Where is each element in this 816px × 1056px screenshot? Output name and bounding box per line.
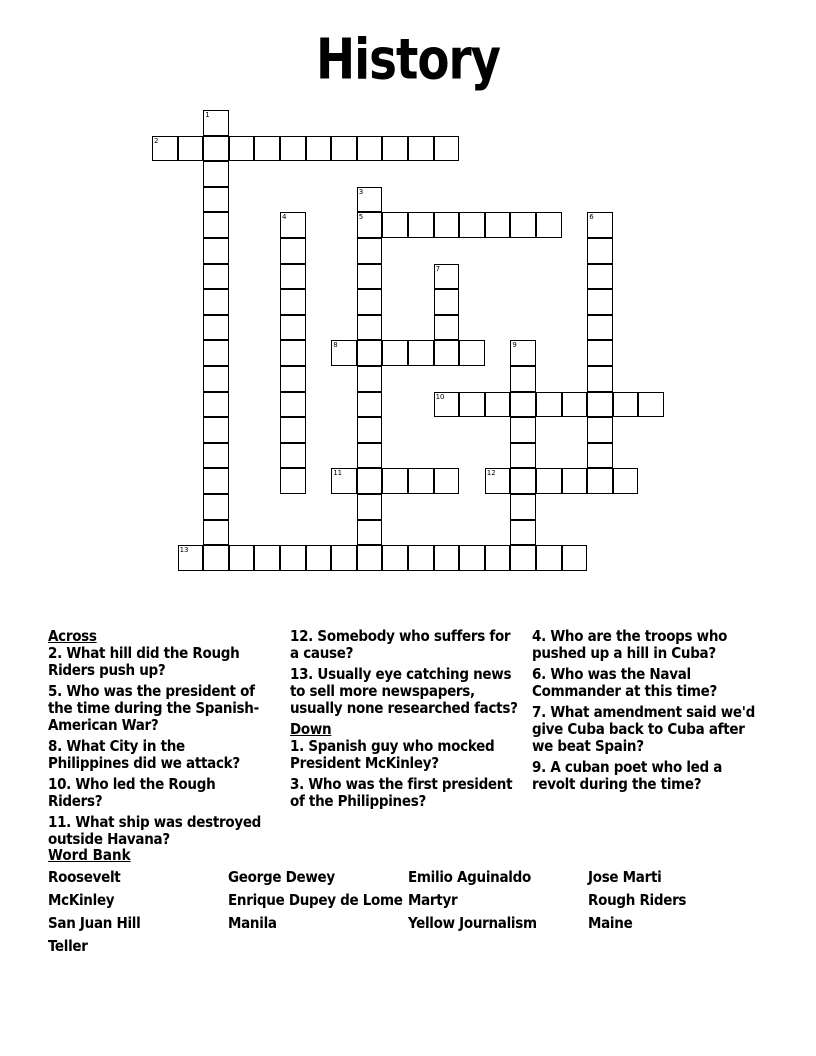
grid-cell[interactable] [587, 264, 613, 290]
clue-down-1 [290, 738, 522, 772]
grid-cell[interactable] [203, 187, 229, 213]
grid-cell[interactable] [357, 212, 383, 238]
clue-text: Who was the first president of the Philippines? [290, 775, 513, 810]
clue-down-7 [532, 704, 768, 755]
clues-column-2 [290, 628, 522, 814]
grid-cell[interactable] [485, 468, 511, 494]
grid-cell-number: 6 [589, 213, 594, 222]
grid-cell[interactable] [434, 212, 460, 238]
grid-cell[interactable] [280, 289, 306, 315]
grid-cell[interactable] [587, 212, 613, 238]
grid-cell-number: 3 [358, 187, 364, 196]
grid-cell[interactable] [331, 340, 357, 366]
clue-number: 5. [48, 682, 62, 700]
grid-cell[interactable] [203, 264, 229, 290]
grid-cell[interactable] [434, 468, 460, 494]
clue-across-5 [48, 683, 270, 734]
grid-cell[interactable] [229, 136, 255, 162]
grid-cell[interactable] [331, 136, 357, 162]
grid-cell[interactable] [203, 340, 229, 366]
clue-number: 9. [532, 758, 546, 776]
word-bank-item: McKinley [48, 891, 115, 909]
grid-cell[interactable] [357, 289, 383, 315]
clue-text: What City in the Philippines did we attack? [48, 737, 240, 772]
grid-cell[interactable] [459, 392, 485, 418]
clue-number: 6. [532, 665, 546, 683]
clue-across-11 [48, 814, 270, 848]
clue-number: 7. [532, 703, 546, 721]
clue-across-2 [48, 645, 270, 679]
word-bank-item: Maine [588, 914, 633, 932]
grid-cell[interactable] [203, 289, 229, 315]
word-bank-item: Emilio Aguinaldo [408, 868, 531, 886]
clue-text: What amendment said we'd give Cuba back to Cuba after we beat Spain? [532, 703, 755, 755]
grid-cell[interactable] [562, 392, 588, 418]
grid-cell[interactable] [203, 366, 229, 392]
grid-cell[interactable] [510, 494, 536, 520]
clue-text: Who led the Rough Riders? [48, 775, 216, 810]
grid-cell[interactable] [587, 443, 613, 469]
grid-cell-number: 11 [333, 469, 343, 478]
grid-cell[interactable] [203, 161, 229, 187]
clue-number: 13. [290, 665, 314, 683]
grid-cell[interactable] [510, 443, 536, 469]
grid-cell[interactable] [357, 392, 383, 418]
page-title: History [315, 27, 501, 93]
clue-number: 4. [532, 627, 546, 645]
grid-cell[interactable] [229, 545, 255, 571]
grid-cell[interactable] [536, 392, 562, 418]
clue-text: What hill did the Rough Riders push up? [48, 644, 240, 679]
grid-cell[interactable] [434, 289, 460, 315]
grid-cell-number: 1 [205, 111, 210, 119]
word-bank-item: Yellow Journalism [408, 914, 537, 932]
grid-cell[interactable] [203, 110, 229, 136]
grid-cell[interactable] [382, 340, 408, 366]
grid-cell[interactable] [459, 212, 485, 238]
clue-text: Somebody who suffers for a cause? [290, 627, 511, 662]
grid-cell-number: 4 [282, 213, 287, 222]
clue-text: Spanish guy who mocked President McKinley? [290, 737, 495, 772]
grid-cell[interactable] [536, 545, 562, 571]
grid-cell[interactable] [613, 468, 639, 494]
grid-cell[interactable] [510, 520, 536, 546]
grid-cell[interactable] [587, 417, 613, 443]
grid-cell-number: 7 [435, 264, 441, 273]
grid-cell[interactable] [178, 136, 204, 162]
grid-cell[interactable] [203, 238, 229, 264]
grid-cell[interactable] [280, 545, 306, 571]
clue-number: 10. [48, 775, 72, 793]
grid-cell-number: 8 [333, 341, 338, 350]
grid-cell[interactable] [254, 545, 280, 571]
grid-cell[interactable] [408, 340, 434, 366]
grid-cell[interactable] [280, 264, 306, 290]
grid-cell[interactable] [203, 545, 229, 571]
word-bank-heading: Word Bank [48, 846, 131, 864]
clues-column-3 [532, 628, 768, 797]
grid-cell[interactable] [357, 366, 383, 392]
grid-cell[interactable] [510, 392, 536, 418]
grid-cell[interactable] [280, 238, 306, 264]
clue-across-12 [290, 628, 522, 662]
word-bank-item: Manila [228, 914, 277, 932]
grid-cell[interactable] [510, 545, 536, 571]
grid-cell[interactable] [203, 443, 229, 469]
clue-text: A cuban poet who led a revolt during the time? [532, 758, 723, 793]
grid-cell[interactable] [382, 545, 408, 571]
grid-cell[interactable] [280, 392, 306, 418]
grid-cell[interactable] [510, 417, 536, 443]
word-bank-item: Rough Riders [588, 891, 687, 909]
clue-text: Who was the Naval Commander at this time? [532, 665, 718, 700]
grid-cell[interactable] [536, 212, 562, 238]
grid-cell[interactable] [434, 264, 460, 290]
grid-cell-number: 9 [512, 341, 517, 350]
grid-cell[interactable] [382, 212, 408, 238]
word-bank-item: Martyr [408, 891, 458, 909]
grid-cell[interactable] [203, 417, 229, 443]
grid-cell[interactable] [203, 315, 229, 341]
grid-cell[interactable] [357, 494, 383, 520]
word-bank-item: George Dewey [228, 868, 335, 886]
grid-cell-number: 2 [154, 136, 159, 145]
grid-cell[interactable] [357, 520, 383, 546]
grid-cell[interactable] [203, 468, 229, 494]
grid-cell[interactable] [280, 443, 306, 469]
grid-cell[interactable] [562, 468, 588, 494]
grid-cell[interactable] [587, 315, 613, 341]
grid-cell[interactable] [280, 417, 306, 443]
grid-cell[interactable] [587, 238, 613, 264]
grid-cell[interactable] [152, 136, 178, 162]
grid-cell-number: 13 [179, 546, 189, 555]
clue-text: Who was the president of the time during the Spanish-American War? [48, 682, 259, 734]
grid-cell[interactable] [485, 545, 511, 571]
grid-cell[interactable] [254, 136, 280, 162]
grid-cell[interactable] [638, 392, 664, 418]
grid-cell[interactable] [587, 340, 613, 366]
grid-cell[interactable] [203, 494, 229, 520]
word-bank-item: Roosevelt [48, 868, 121, 886]
grid-cell[interactable] [510, 366, 536, 392]
across-heading: Across [48, 627, 97, 645]
grid-cell[interactable] [280, 136, 306, 162]
grid-cell[interactable] [280, 212, 306, 238]
grid-cell[interactable] [434, 315, 460, 341]
grid-cell[interactable] [434, 545, 460, 571]
grid-cell[interactable] [587, 289, 613, 315]
grid-cell[interactable] [280, 340, 306, 366]
grid-cell[interactable] [306, 545, 332, 571]
grid-cell[interactable] [587, 392, 613, 418]
grid-cell[interactable] [434, 340, 460, 366]
clue-across-10 [48, 776, 270, 810]
grid-cell[interactable] [485, 212, 511, 238]
grid-cell[interactable] [408, 468, 434, 494]
grid-cell[interactable] [613, 392, 639, 418]
grid-cell[interactable] [203, 212, 229, 238]
grid-cell-number: 12 [486, 469, 496, 478]
down-heading: Down [290, 720, 332, 738]
grid-cell[interactable] [203, 136, 229, 162]
grid-cell[interactable] [408, 136, 434, 162]
grid-cell[interactable] [357, 468, 383, 494]
word-bank-item: Enrique Dupey de Lome [228, 891, 403, 909]
grid-cell[interactable] [280, 366, 306, 392]
grid-cell[interactable] [459, 340, 485, 366]
clue-down-6 [532, 666, 768, 700]
grid-cell[interactable] [357, 417, 383, 443]
grid-cell[interactable] [408, 545, 434, 571]
clue-down-9 [532, 759, 768, 793]
grid-cell[interactable] [562, 545, 588, 571]
clue-number: 2. [48, 644, 62, 662]
grid-cell[interactable] [485, 392, 511, 418]
grid-cell[interactable] [382, 136, 408, 162]
grid-cell[interactable] [331, 545, 357, 571]
grid-cell[interactable] [510, 340, 536, 366]
grid-cell[interactable] [587, 366, 613, 392]
clue-number: 8. [48, 737, 62, 755]
grid-cell[interactable] [357, 187, 383, 213]
grid-cell[interactable] [357, 545, 383, 571]
clues-column-1 [48, 628, 270, 852]
clue-down-4 [532, 628, 768, 662]
clue-text: Usually eye catching news to sell more newspapers, usually none researched facts? [290, 665, 518, 717]
grid-cell[interactable] [510, 468, 536, 494]
grid-cell[interactable] [203, 392, 229, 418]
grid-cell[interactable] [357, 340, 383, 366]
grid-cell[interactable] [178, 545, 204, 571]
clue-number: 3. [290, 775, 304, 793]
word-bank-item: San Juan Hill [48, 914, 141, 932]
grid-cell[interactable] [357, 315, 383, 341]
clue-text: Who are the troops who pushed up a hill in Cuba? [532, 627, 728, 662]
grid-cell-number: 10 [435, 392, 445, 401]
clue-across-13 [290, 666, 522, 717]
grid-cell-number: 5 [358, 213, 364, 222]
grid-cell[interactable] [510, 212, 536, 238]
grid-cell[interactable] [459, 545, 485, 571]
grid-cell[interactable] [536, 468, 562, 494]
grid-cell[interactable] [357, 443, 383, 469]
clue-down-3 [290, 776, 522, 810]
clue-number: 1. [290, 737, 304, 755]
clue-text: What ship was destroyed outside Havana? [48, 813, 262, 848]
grid-cell[interactable] [306, 136, 332, 162]
grid-cell[interactable] [203, 520, 229, 546]
clue-number: 12. [290, 627, 314, 645]
grid-cell[interactable] [357, 136, 383, 162]
grid-cell[interactable] [280, 468, 306, 494]
grid-cell[interactable] [434, 136, 460, 162]
clue-number: 11. [48, 813, 72, 831]
grid-cell[interactable] [434, 392, 460, 418]
word-bank-item: Jose Marti [588, 868, 662, 886]
grid-cell[interactable] [408, 212, 434, 238]
grid-cell[interactable] [331, 468, 357, 494]
grid-cell[interactable] [357, 264, 383, 290]
clue-across-8 [48, 738, 270, 772]
word-bank-item: Teller [48, 937, 88, 955]
grid-cell[interactable] [280, 315, 306, 341]
grid-cell[interactable] [357, 238, 383, 264]
grid-cell[interactable] [382, 468, 408, 494]
grid-cell[interactable] [587, 468, 613, 494]
